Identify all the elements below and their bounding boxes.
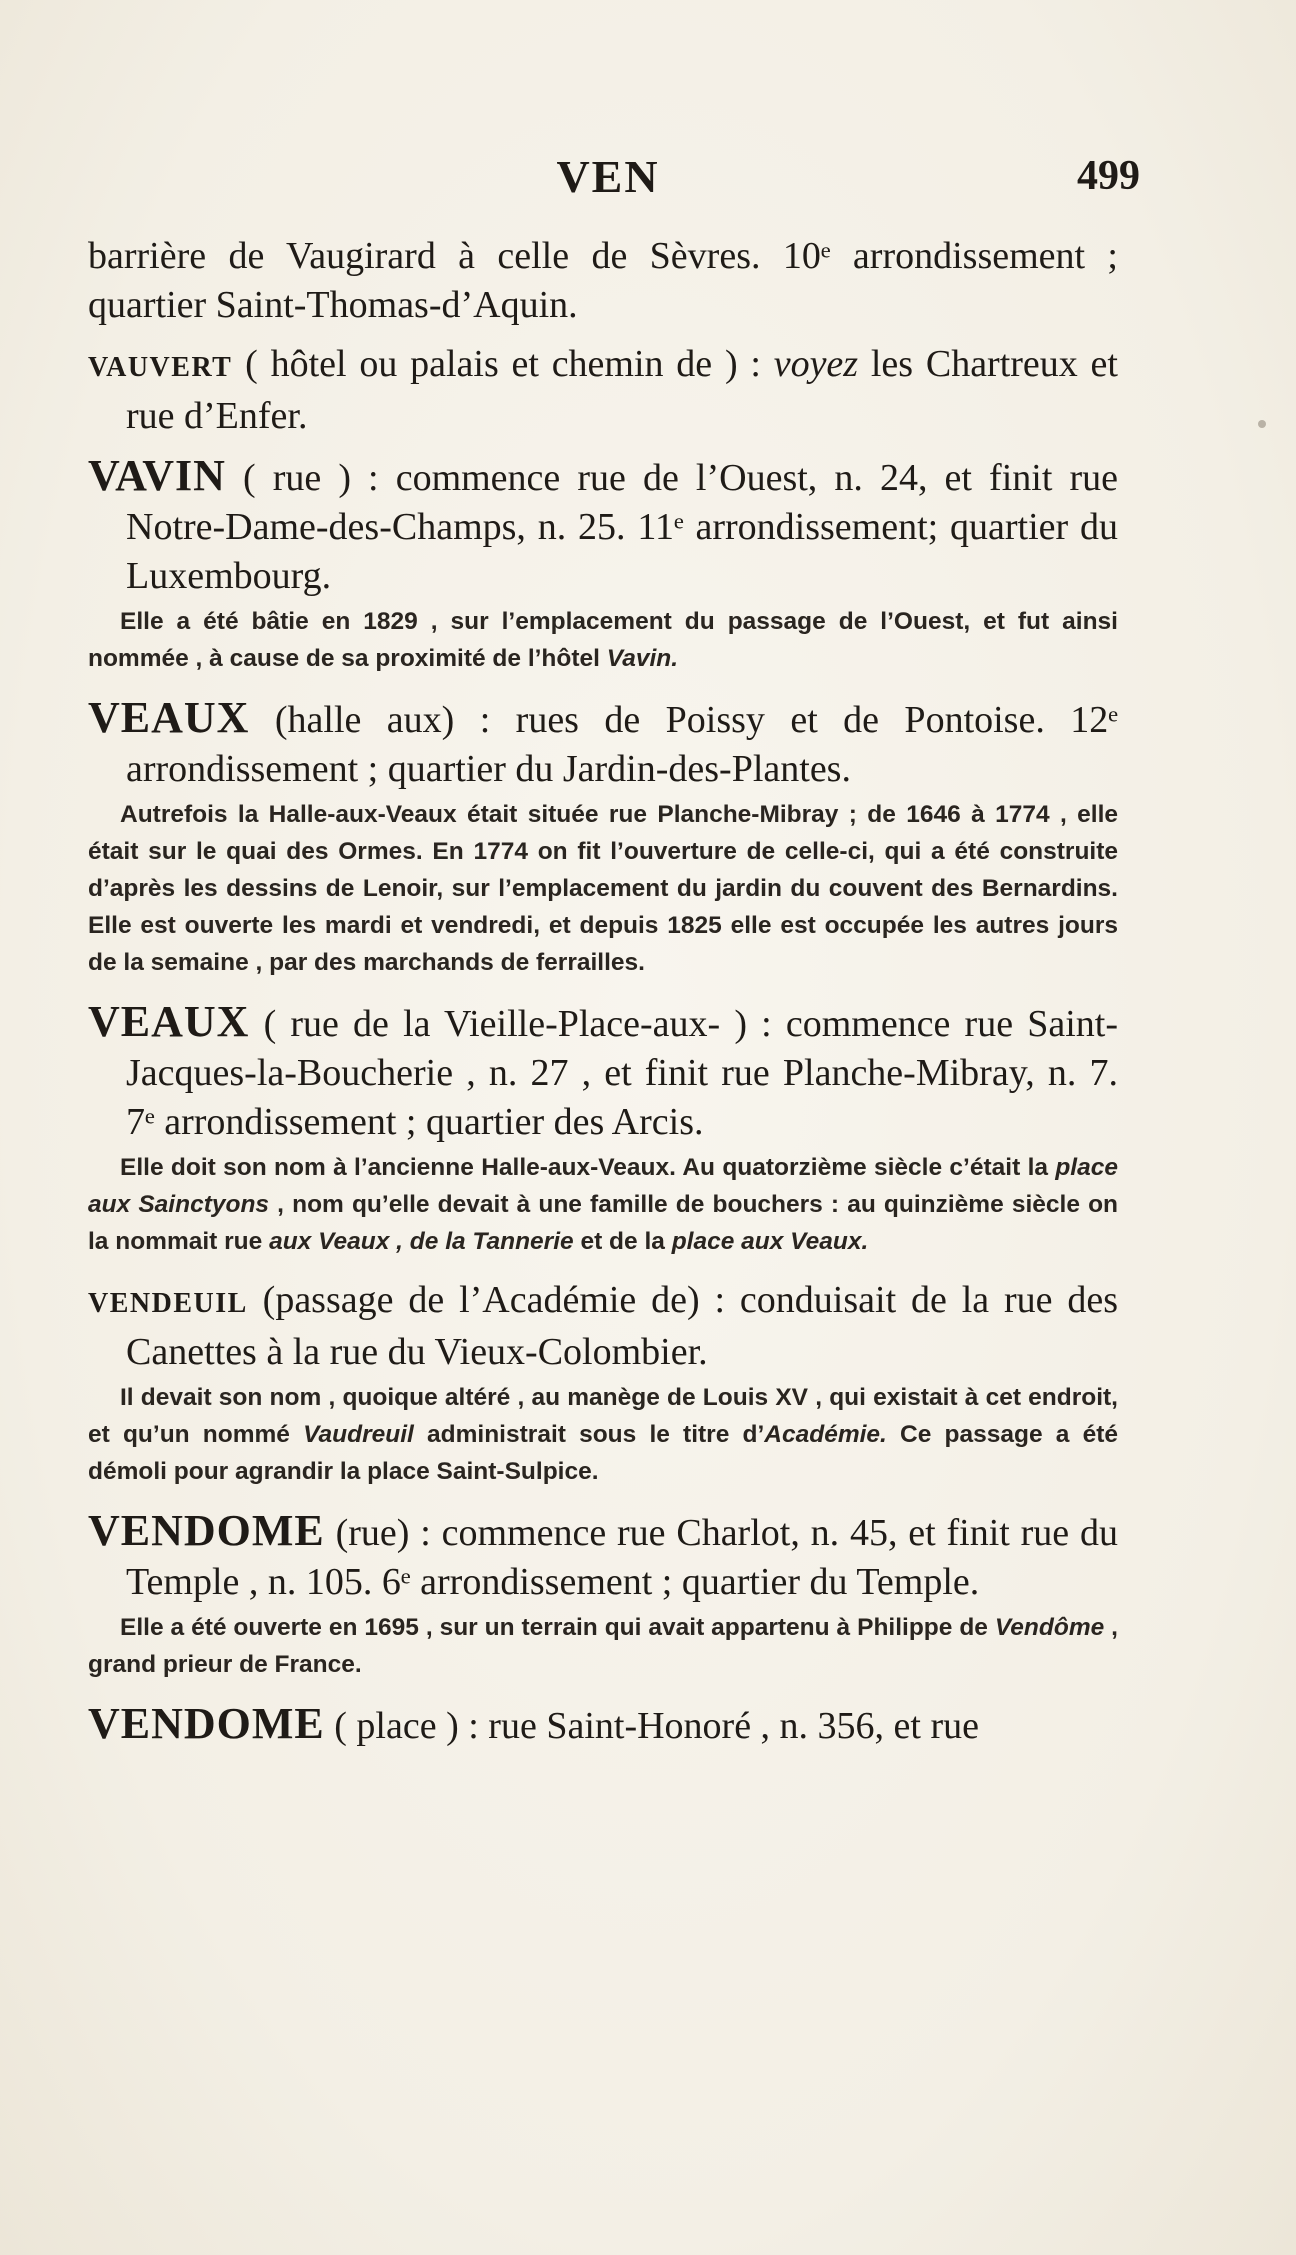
note-italic: Vavin.	[606, 645, 679, 672]
entry-vendome-place	[88, 1699, 1118, 1751]
entry-vavin	[88, 451, 1118, 677]
note-italic: Académie.	[764, 1421, 887, 1448]
entry-vendome-rue	[88, 1506, 1118, 1683]
note-text: administrait sous le titre d’	[413, 1421, 765, 1448]
entry-text	[88, 1699, 1118, 1751]
headword: VENDEUIL	[88, 1288, 248, 1319]
entry-text-part: ( place ) : rue Saint-Honoré , n. 356, et rue	[324, 1705, 980, 1747]
note-text: et de la	[573, 1228, 672, 1255]
entry-text-part: ( rue de la Vieille-Place-aux- ) : commence rue Saint-Jacques-la-Boucherie , n. 27 , et finit rue Planche-Mibray, n. 7. 7ᵉ arrondissement ; quartier des Arcis.	[126, 1003, 1118, 1143]
note-text: , nom qu’elle devait à une famille de bouchers : au quinzième siècle on la nommait rue	[88, 1191, 1118, 1255]
note-text: , grand prieur de France.	[88, 1614, 1118, 1678]
entry-text	[88, 340, 1118, 441]
headword: VENDOME	[88, 1699, 325, 1748]
historical-note: Autrefois la Halle-aux-Veaux était située rue Planche-Mibray ; de 1646 à 1774 , elle était sur le quai des Ormes. En 1774 on fit l’ouverture de celle-ci, qui a été construite d’après les dessins de Lenoir, sur l’emplacement du jardin du couvent des Bernardins. Elle est ouverte les mardi et vendredi, et depuis 1825 elle est occupée les autres jours de la semaine , par des marchands de ferrailles.	[88, 801, 1118, 976]
note-text: Elle a été ouverte en 1695 , sur un terrain qui avait appartenu à Philippe de	[120, 1614, 995, 1641]
note-italic: place aux Veaux.	[671, 1228, 869, 1255]
note-italic: aux Veaux , de la Tannerie	[269, 1228, 574, 1255]
entry-text	[88, 1506, 1118, 1607]
historical-note	[88, 1149, 1118, 1260]
headword: VAUVERT	[88, 352, 233, 383]
entry-text-part: (halle aux) : rues de Poissy et de Pontoise. 12ᵉ arrondissement ; quartier du Jardin-des-Plantes.	[126, 699, 1118, 790]
entry-text-part: ( hôtel ou palais et chemin de ) :	[232, 343, 774, 385]
entry-vauvert	[88, 340, 1118, 441]
note-italic: Vendôme	[994, 1614, 1105, 1641]
running-head: VEN	[556, 151, 660, 202]
entry-veaux-halle	[88, 693, 1118, 981]
headword: VAVIN	[88, 451, 226, 500]
ink-spot	[1258, 420, 1266, 428]
entry-text	[88, 451, 1118, 601]
entry-continuation	[88, 232, 1118, 330]
entry-text	[88, 1276, 1118, 1377]
note-text: Il devait son nom , quoique altéré , au manège de Louis XV , qui existait à cet endroit, et qu’un nommé	[88, 1384, 1118, 1448]
cross-reference: voyez	[773, 343, 859, 385]
headword: VENDOME	[88, 1506, 325, 1555]
entry-vendeuil	[88, 1276, 1118, 1490]
headword: VEAUX	[88, 693, 250, 742]
note-italic: place aux Sainctyons	[88, 1154, 1118, 1218]
headword: VEAUX	[88, 997, 250, 1046]
entry-text: barrière de Vaugirard à celle de Sèvres. 10ᵉ arrondissement ; quartier Saint-Thomas-d’Aquin.	[88, 235, 1118, 326]
entry-text-part: les Chartreux et rue d’Enfer.	[126, 343, 1118, 437]
page-body	[88, 232, 1118, 1761]
entry-text-part: (rue) : commence rue Charlot, n. 45, et finit rue du Temple , n. 105. 6ᵉ arrondissement ; quartier du Temple.	[126, 1512, 1118, 1603]
entry-veaux-rue	[88, 997, 1118, 1260]
historical-note	[88, 1379, 1118, 1490]
page-number: 499	[1077, 153, 1140, 199]
entry-text-part: (passage de l’Académie de) : conduisait de la rue des Canettes à la rue du Vieux-Colombier.	[126, 1279, 1118, 1373]
page-header	[88, 150, 1140, 210]
note-text: Ce passage a été démoli pour agrandir la place Saint-Sulpice.	[88, 1421, 1118, 1485]
entry-text-part: ( rue ) : commence rue de l’Ouest, n. 24, et finit rue Notre-Dame-des-Champs, n. 25. 11ᵉ arrondissement; quartier du Luxembourg.	[126, 457, 1118, 597]
entry-text	[88, 693, 1118, 794]
historical-note	[88, 1609, 1118, 1683]
entry-text	[88, 997, 1118, 1147]
note-text: Elle doit son nom à l’ancienne Halle-aux-Veaux. Au quatorzième siècle c’était la	[120, 1154, 1056, 1181]
note-italic: Vaudreuil	[303, 1421, 414, 1448]
note-text: Elle a été bâtie en 1829 , sur l’emplacement du passage de l’Ouest, et fut ainsi nommée , à cause de sa proximité de l’hôtel	[88, 608, 1118, 672]
historical-note	[88, 603, 1118, 677]
